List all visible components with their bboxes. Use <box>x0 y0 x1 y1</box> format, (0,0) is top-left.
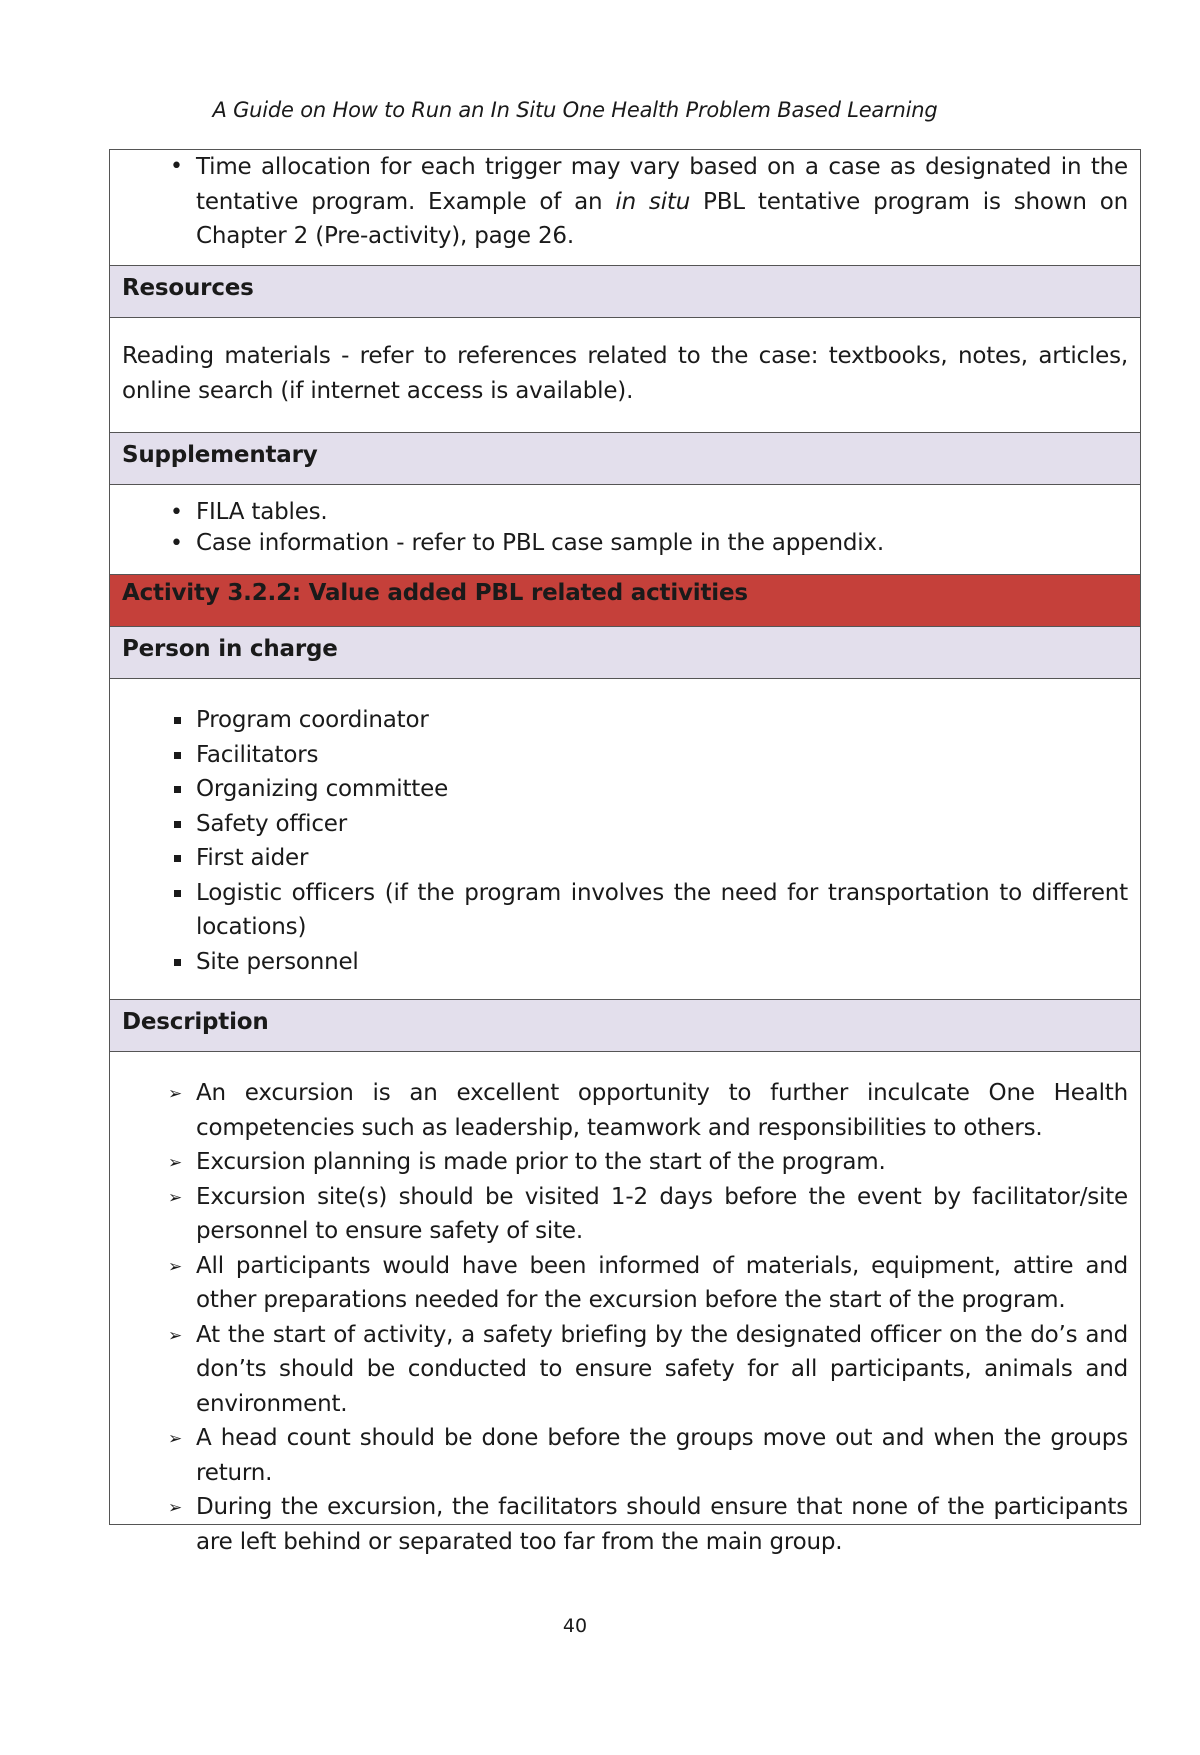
description-heading: Description <box>110 1000 1140 1052</box>
supplementary-heading: Supplementary <box>110 433 1140 485</box>
list-item: First aider <box>122 841 1128 876</box>
running-header: A Guide on How to Run an In Situ One Health Problem Based Learning <box>212 98 938 122</box>
list-item: Logistic officers (if the program involves the need for transportation to different locations) <box>122 876 1128 945</box>
time-allocation-text-2: PBL tentative program is shown on Chapter 2 (Pre-activity), page 26. <box>196 188 1128 249</box>
time-allocation-emphasis: in situ <box>615 188 691 215</box>
list-item: ➢ Excursion planning is made prior to the start of the program. <box>122 1145 1128 1180</box>
description-cell <box>110 1052 1140 1555</box>
resources-text: Reading materials - refer to references related to the case: textbooks, notes, articles, online search (if internet access is available). <box>122 343 1128 404</box>
list-item <box>122 150 1128 254</box>
list-item: ➢ An excursion is an excellent opportunity to further inculcate One Health competencies such as leadership, teamwork and responsibilities to others. <box>122 1076 1128 1145</box>
resources-cell <box>110 318 1140 433</box>
list-item: Program coordinator <box>122 703 1128 738</box>
person-in-charge-heading: Person in charge <box>110 627 1140 679</box>
list-item: ➢ All participants would have been informed of materials, equipment, attire and other preparations needed for the excursion before the start of the program. <box>122 1249 1128 1318</box>
list-item: ➢ During the excursion, the facilitators should ensure that none of the participants are left behind or separated too far from the main group. <box>122 1490 1128 1559</box>
list-item: Site personnel <box>122 945 1128 980</box>
supplementary-cell <box>110 485 1140 575</box>
activity-heading: Activity 3.2.2: Value added PBL related activities <box>110 575 1140 627</box>
list-item: ➢ A head count should be done before the groups move out and when the groups return. <box>122 1421 1128 1490</box>
person-in-charge-cell <box>110 679 1140 1000</box>
list-item: ➢ At the start of activity, a safety briefing by the designated officer on the do’s and don’ts should be conducted to ensure safety for all participants, animals and environment. <box>122 1318 1128 1422</box>
activity-table <box>109 149 1141 1555</box>
supplementary-list <box>122 497 1128 559</box>
list-item: Safety officer <box>122 807 1128 842</box>
list-item: Organizing committee <box>122 772 1128 807</box>
list-item: ➢ Excursion site(s) should be visited 1-2 days before the event by facilitator/site personnel to ensure safety of site. <box>122 1180 1128 1249</box>
resources-heading: Resources <box>110 266 1140 318</box>
time-allocation-list <box>122 150 1128 254</box>
person-in-charge-list <box>122 703 1128 979</box>
time-allocation-cell <box>110 150 1140 266</box>
list-item: • Case information - refer to PBL case sample in the appendix. <box>122 528 1128 559</box>
time-allocation-text-1: Time allocation for each trigger may vary based on a case as designated in the tentative program. Example of an <box>196 154 1128 215</box>
list-item: Facilitators <box>122 738 1128 773</box>
description-list <box>122 1076 1128 1559</box>
list-item: • FILA tables. <box>122 497 1128 528</box>
page-number: 40 <box>562 1615 588 1637</box>
